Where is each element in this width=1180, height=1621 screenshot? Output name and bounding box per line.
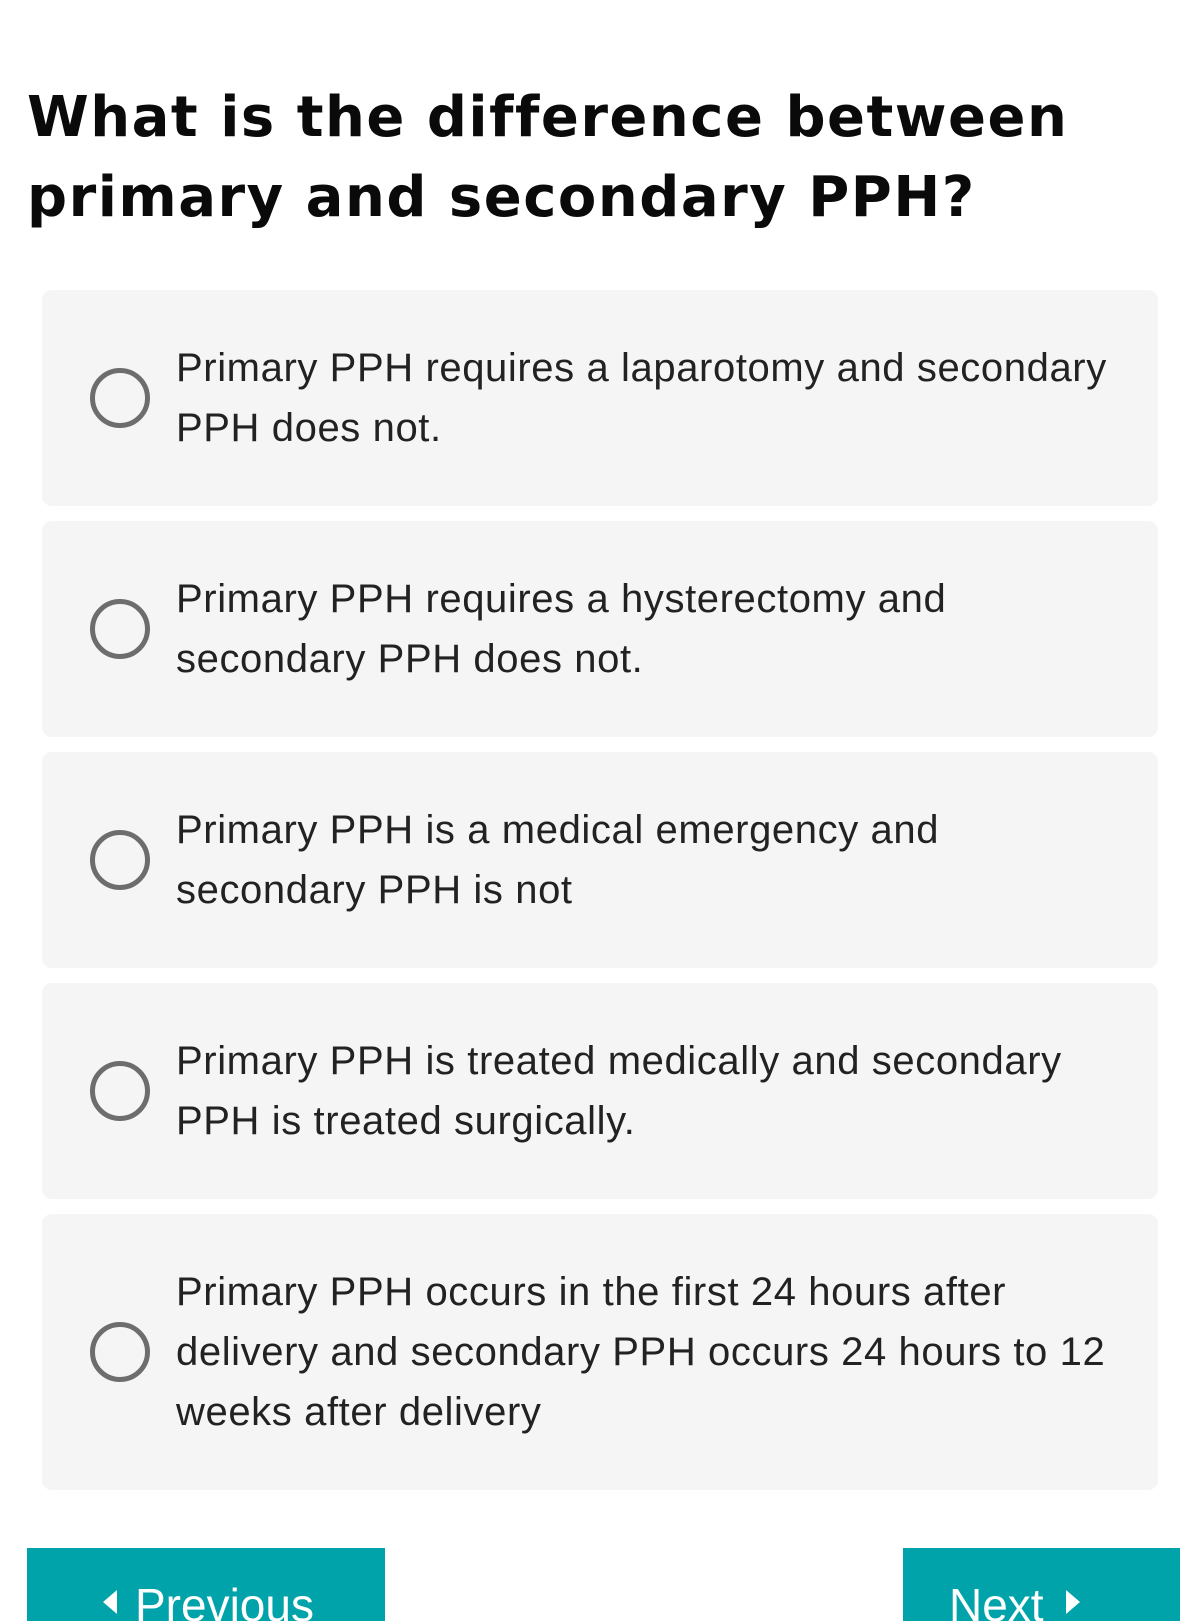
answer-option-label: Primary PPH is a medical emergency and secondary PPH is not xyxy=(176,808,940,912)
answer-option-label: Primary PPH is treated medically and secondary PPH is treated surgically. xyxy=(176,1039,1062,1143)
radio-button[interactable] xyxy=(90,1322,150,1382)
answer-option-5[interactable] xyxy=(42,1214,1158,1490)
previous-button[interactable] xyxy=(27,1548,385,1621)
radio-button[interactable] xyxy=(90,1061,150,1121)
question-heading: What is the difference between primary and secondary PPH? xyxy=(27,85,1069,230)
next-button[interactable] xyxy=(903,1548,1180,1621)
radio-button[interactable] xyxy=(90,599,150,659)
answer-option-label: Primary PPH occurs in the first 24 hours after delivery and secondary PPH occurs 24 hours to 12 weeks after delivery xyxy=(176,1270,1106,1434)
caret-right-icon xyxy=(1066,1590,1080,1614)
caret-left-icon xyxy=(103,1590,117,1614)
answer-option-3[interactable] xyxy=(42,752,1158,968)
answer-option-1[interactable] xyxy=(42,290,1158,506)
answer-option-label: Primary PPH requires a hysterectomy and secondary PPH does not. xyxy=(176,577,947,681)
answer-options xyxy=(42,290,1158,1505)
next-button-label: Next xyxy=(949,1579,1044,1621)
answer-option-label: Primary PPH requires a laparotomy and secondary PPH does not. xyxy=(176,346,1107,450)
previous-button-label: Previous xyxy=(135,1579,314,1621)
radio-button[interactable] xyxy=(90,368,150,428)
radio-button[interactable] xyxy=(90,830,150,890)
answer-option-2[interactable] xyxy=(42,521,1158,737)
answer-option-4[interactable] xyxy=(42,983,1158,1199)
